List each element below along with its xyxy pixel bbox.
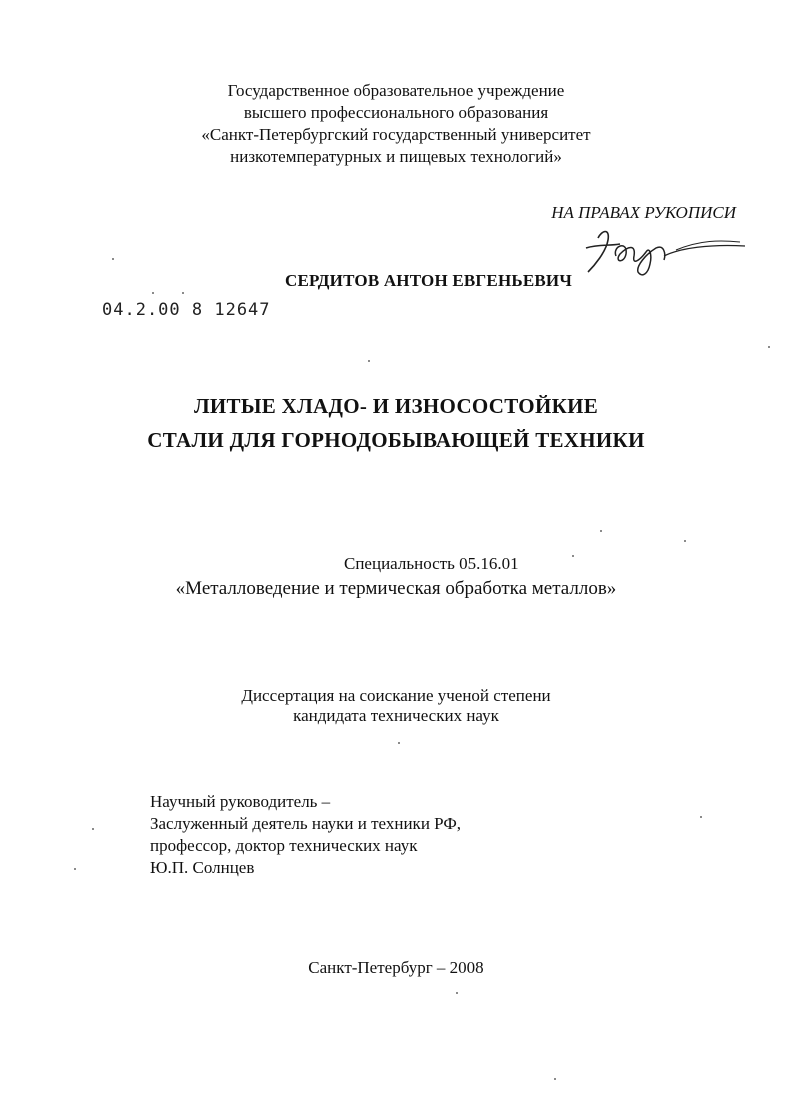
scan-speck [92, 828, 94, 830]
dissertation-line-2: кандидата технических наук [293, 706, 499, 725]
supervisor-title-1: Заслуженный деятель науки и техники РФ, [150, 814, 462, 833]
supervisor-name: Ю.П. Солнцев [150, 858, 255, 877]
specialty-code: Специальность 05.16.01 [344, 554, 519, 573]
scan-speck [182, 292, 184, 294]
dissertation-line-1: Диссертация на соискание ученой степени [241, 686, 551, 705]
scan-speck [600, 530, 602, 532]
library-stamp-number: 04.2.00 8 12647 [102, 300, 271, 320]
scan-speck [398, 742, 400, 744]
institution-line-1: Государственное образовательное учреждение [227, 81, 565, 100]
specialty-name: «Металловедение и термическая обработка металлов» [175, 578, 617, 599]
scan-speck [700, 816, 702, 818]
supervisor-label: Научный руководитель – [150, 792, 331, 811]
manuscript-rights: НА ПРАВАХ РУКОПИСИ [551, 203, 736, 222]
scan-speck [768, 346, 770, 348]
city-year: Санкт-Петербург – 2008 [308, 958, 484, 977]
signature-icon [580, 226, 750, 286]
scan-speck [74, 868, 76, 870]
scan-speck [368, 360, 370, 362]
scan-speck [684, 540, 686, 542]
thesis-title-line-1: ЛИТЫЕ ХЛАДО- И ИЗНОСОСТОЙКИЕ [193, 394, 599, 418]
scan-speck [572, 555, 574, 557]
supervisor-title-2: профессор, доктор технических наук [150, 836, 418, 855]
institution-line-2: высшего профессионального образования [243, 103, 549, 122]
scan-speck [112, 258, 114, 260]
scan-speck [152, 292, 154, 294]
author-name: СЕРДИТОВ АНТОН ЕВГЕНЬЕВИЧ [285, 271, 573, 290]
scan-speck [554, 1078, 556, 1080]
thesis-title-line-2: СТАЛИ ДЛЯ ГОРНОДОБЫВАЮЩЕЙ ТЕХНИКИ [147, 428, 645, 452]
institution-line-4: низкотемпературных и пищевых технологий» [230, 147, 562, 166]
scan-speck [456, 992, 458, 994]
institution-line-3: «Санкт-Петербургский государственный университет [201, 125, 591, 144]
